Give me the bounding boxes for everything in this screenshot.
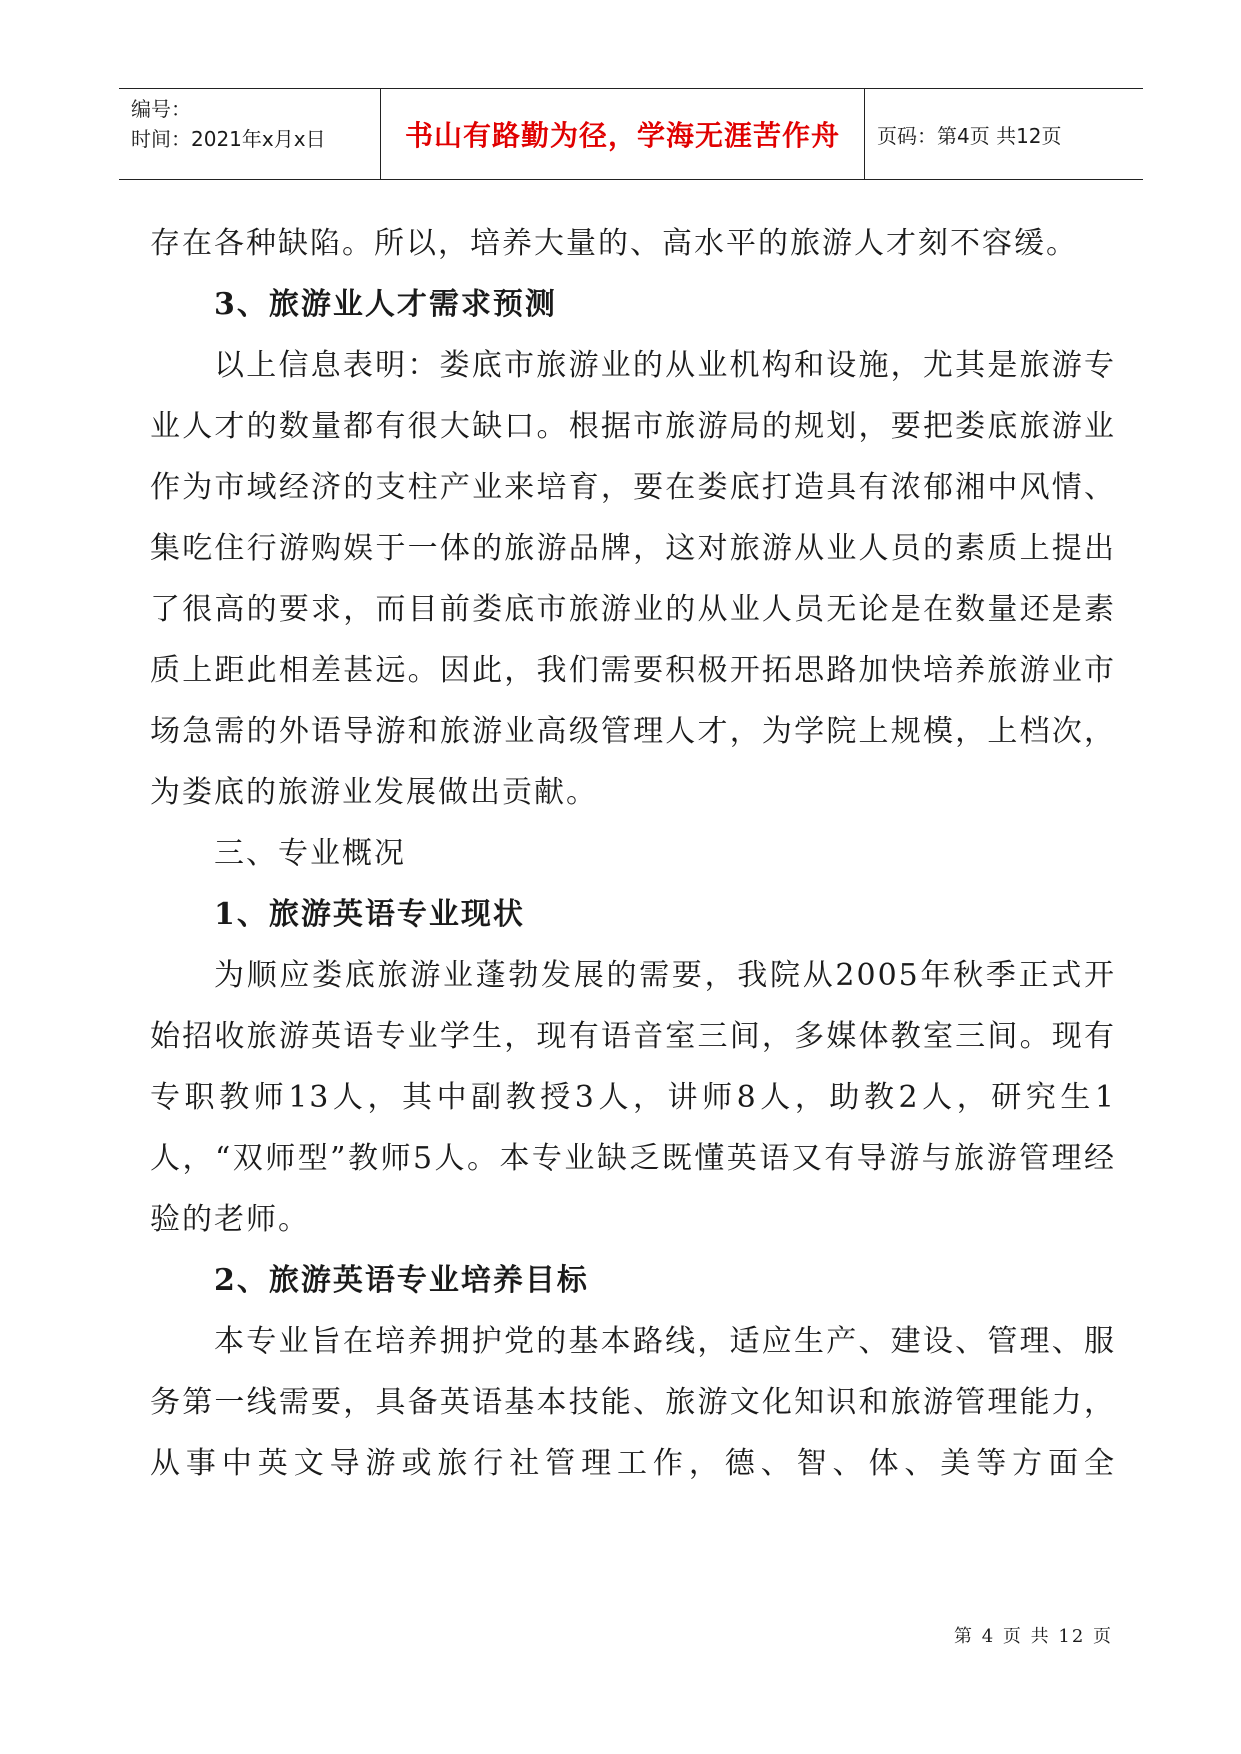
paragraph-talent-demand: 以上信息表明：娄底市旅游业的从业机构和设施，尤其是旅游专业人才的数量都有很大缺口。根据市旅游局的规划，要把娄底旅游业作为市域经济的支柱产业来培育，要在娄底打造具有浓郁湘中风情、集吃住行游购娱于一体的旅游品牌，这对旅游从业人员的素质上提出了很高的要求，而目前娄底市旅游业的从业人员无论是在数量还是素质上距此相差甚远。因此，我们需要积极开拓思路加快培养旅游业市场急需的外语导游和旅游业高级管理人才，为学院上规模，上档次，为娄底的旅游业发展做出贡献。 bbox=[150, 348, 1116, 810]
paragraph-major-status: 为顺应娄底旅游业蓬勃发展的需要，我院从2005年秋季正式开始招收旅游英语专业学生，现有语音室三间，多媒体教室三间。现有专职教师13人，其中副教授3人，讲师8人，助教2人，研究生1人，“双师型”教师5人。本专业缺乏既懂英语又有导游与旅游管理经验的老师。 bbox=[150, 958, 1116, 1237]
header-page-number: 页码：第4页 共12页 bbox=[877, 123, 1062, 148]
heading-major-status: 1、旅游英语专业现状 bbox=[214, 897, 525, 932]
heading-talent-demand-forecast: 3、旅游业人才需求预测 bbox=[214, 287, 557, 322]
page-header bbox=[119, 88, 1143, 180]
page-footer: 第 4 页 共 12 页 bbox=[954, 1626, 1113, 1647]
paragraph-training-objectives: 本专业旨在培养拥护党的基本路线，适应生产、建设、管理、服务第一线需要，具备英语基本技能、旅游文化知识和旅游管理能力，从事中英文导游或旅行社管理工作，德、智、体、美等方面全 bbox=[150, 1324, 1116, 1481]
document-body bbox=[150, 213, 1116, 1494]
document-time: 时间：2021年x月x日 bbox=[131, 127, 326, 151]
header-motto: 书山有路勤为径，学海无涯苦作舟 bbox=[381, 89, 865, 179]
paragraph-continuation: 存在各种缺陷。所以，培养大量的、高水平的旅游人才刻不容缓。 bbox=[150, 226, 1078, 261]
section-heading-major-overview: 三、专业概况 bbox=[214, 836, 406, 871]
header-meta bbox=[119, 89, 381, 179]
document-number-label: 编号： bbox=[131, 97, 191, 121]
heading-training-objectives: 2、旅游英语专业培养目标 bbox=[214, 1263, 589, 1298]
